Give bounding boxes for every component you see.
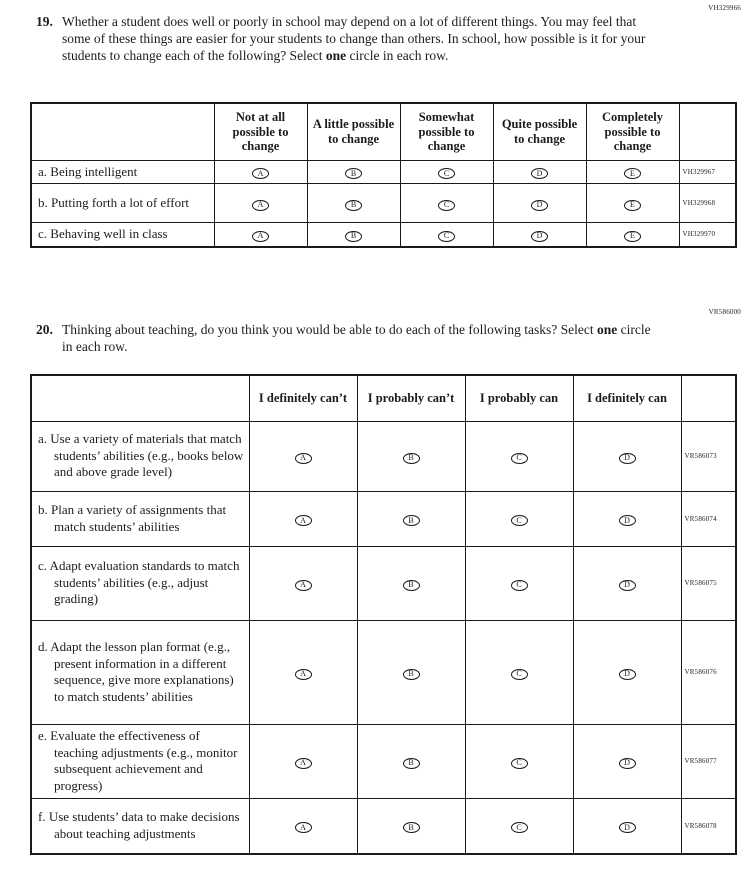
q20-row-b: [31, 491, 736, 546]
q19-row-b-code: VH329968: [679, 184, 736, 223]
q20-row-f-cell-c: [465, 798, 573, 854]
q20-prompt-pre: Thinking about teaching, do you think you would be able to do each of the following tasks? Select: [62, 322, 598, 337]
q19-prompt: [36, 13, 652, 64]
q19-header-row: [31, 103, 736, 160]
option-bubble-d[interactable]: D: [619, 758, 636, 769]
q19-row-c-cell-e: [586, 223, 679, 247]
option-bubble-b[interactable]: B: [345, 231, 362, 242]
q20-prompt-text: [62, 321, 652, 355]
q20-row-a-cell-a: [249, 421, 357, 491]
q19-row-b-cell-a: [214, 184, 307, 223]
q20-row-f-cell-d: [573, 798, 681, 854]
option-bubble-d[interactable]: D: [531, 231, 548, 242]
option-bubble-c[interactable]: C: [511, 822, 528, 833]
q19-prompt-bold-word: one: [325, 48, 347, 63]
option-bubble-d[interactable]: D: [619, 669, 636, 680]
q19-row-b-cell-d: [493, 184, 586, 223]
q20-row-e-label: e. Evaluate the effectiveness of teaching adjustments (e.g., monitor subsequent achievement and progress): [31, 724, 249, 798]
q20-row-a-label: a. Use a variety of materials that match students’ abilities (e.g., books below and above grade level): [31, 421, 249, 491]
option-bubble-d[interactable]: D: [531, 200, 548, 211]
q19-row-b-cell-e: [586, 184, 679, 223]
option-bubble-a[interactable]: A: [295, 580, 312, 591]
q19-row-a-cell-d: [493, 160, 586, 184]
q19-row-b-label: b. Putting forth a lot of effort: [31, 184, 214, 223]
q20-row-b-code: VR586074: [681, 491, 736, 546]
q19-row-a-code: VH329967: [679, 160, 736, 184]
q19-row-c-cell-c: [400, 223, 493, 247]
q19-row-c-label: c. Behaving well in class: [31, 223, 214, 247]
option-bubble-a[interactable]: A: [252, 231, 269, 242]
q19-row-a-cell-b: [307, 160, 400, 184]
q20-row-f-label: f. Use students’ data to make decisions about teaching adjustments: [31, 798, 249, 854]
q20-response-table: [30, 374, 737, 855]
q20-row-d-label: d. Adapt the lesson plan format (e.g., present information in a different sequence, give more explanations) to match students’ abilities: [31, 620, 249, 724]
option-bubble-b[interactable]: B: [345, 168, 362, 179]
option-bubble-c[interactable]: C: [511, 669, 528, 680]
option-bubble-d[interactable]: D: [619, 822, 636, 833]
q20-row-a: [31, 421, 736, 491]
q19-row-c-cell-d: [493, 223, 586, 247]
option-bubble-a[interactable]: A: [295, 453, 312, 464]
option-bubble-a[interactable]: A: [295, 758, 312, 769]
option-bubble-a[interactable]: A: [295, 515, 312, 526]
q20-row-f-cell-b: [357, 798, 465, 854]
option-bubble-b[interactable]: B: [403, 580, 420, 591]
q20-row-c-code: VR586075: [681, 546, 736, 620]
q19-col-header-quite: Quite possible to change: [493, 103, 586, 160]
option-bubble-c[interactable]: C: [511, 758, 528, 769]
q20-row-e-code: VR586077: [681, 724, 736, 798]
q19-row-b: [31, 184, 736, 223]
option-bubble-c[interactable]: C: [438, 200, 455, 211]
q19-form-code: VH329966: [708, 4, 741, 12]
option-bubble-e[interactable]: E: [624, 200, 641, 211]
q19-corner-cell: [31, 103, 214, 160]
q20-row-d: [31, 620, 736, 724]
q20-row-f-code: VR586078: [681, 798, 736, 854]
option-bubble-c[interactable]: C: [511, 580, 528, 591]
q20-row-a-cell-c: [465, 421, 573, 491]
q19-col-header-somewhat: Somewhat possible to change: [400, 103, 493, 160]
q20-row-b-cell-b: [357, 491, 465, 546]
q20-row-f: [31, 798, 736, 854]
q19-prompt-post: circle in each row.: [346, 48, 449, 63]
q20-row-d-cell-a: [249, 620, 357, 724]
q20-row-e-cell-c: [465, 724, 573, 798]
q19-row-a-cell-c: [400, 160, 493, 184]
q20-number: 20.: [36, 322, 53, 337]
option-bubble-b[interactable]: B: [403, 669, 420, 680]
option-bubble-a[interactable]: A: [252, 200, 269, 211]
option-bubble-b[interactable]: B: [403, 758, 420, 769]
q19-row-a-label: a. Being intelligent: [31, 160, 214, 184]
q20-row-c-label: c. Adapt evaluation standards to match students’ abilities (e.g., adjust grading): [31, 546, 249, 620]
q20-corner-cell: [31, 375, 249, 421]
q20-row-d-cell-d: [573, 620, 681, 724]
q19-prompt-pre: Whether a student does well or poorly in school may depend on a lot of different things. You may feel that some of these things are easier for your students to change than others. In school, how possible is it for your students to change each of the following? Select: [62, 14, 646, 63]
option-bubble-a[interactable]: A: [295, 669, 312, 680]
q19-number: 19.: [36, 14, 53, 29]
option-bubble-e[interactable]: E: [624, 231, 641, 242]
option-bubble-d[interactable]: D: [619, 580, 636, 591]
q20-row-d-cell-b: [357, 620, 465, 724]
q19-row-c-cell-a: [214, 223, 307, 247]
option-bubble-b[interactable]: B: [403, 453, 420, 464]
q20-header-row: [31, 375, 736, 421]
q19-row-c-cell-b: [307, 223, 400, 247]
q19-row-b-cell-b: [307, 184, 400, 223]
q20-form-code: VR586000: [708, 308, 741, 316]
q20-row-e-cell-d: [573, 724, 681, 798]
option-bubble-c[interactable]: C: [511, 453, 528, 464]
option-bubble-b[interactable]: B: [403, 822, 420, 833]
q20-row-c-cell-a: [249, 546, 357, 620]
option-bubble-a[interactable]: A: [295, 822, 312, 833]
option-bubble-a[interactable]: A: [252, 168, 269, 179]
q20-row-e: [31, 724, 736, 798]
q20-row-b-cell-a: [249, 491, 357, 546]
q19-row-a-cell-a: [214, 160, 307, 184]
q20-row-a-cell-d: [573, 421, 681, 491]
q19-prompt-text: [62, 13, 652, 64]
q20-prompt-post: circle in each row.: [62, 322, 651, 354]
q19-col-header-completely: Completely possible to change: [586, 103, 679, 160]
q20-row-f-cell-a: [249, 798, 357, 854]
q20-row-d-code: VR586076: [681, 620, 736, 724]
q20-row-b-label: b. Plan a variety of assignments that match students’ abilities: [31, 491, 249, 546]
q20-row-a-code: VR586073: [681, 421, 736, 491]
q19-col-header-a-little: A little possible to change: [307, 103, 400, 160]
q19-row-c-code: VH329970: [679, 223, 736, 247]
q20-prompt: [36, 321, 652, 355]
q20-row-e-cell-b: [357, 724, 465, 798]
q19-row-a-cell-e: [586, 160, 679, 184]
q20-col-header-definitely-cant: I definitely can’t: [249, 375, 357, 421]
q19-row-b-cell-c: [400, 184, 493, 223]
q20-row-c-cell-d: [573, 546, 681, 620]
option-bubble-d[interactable]: D: [531, 168, 548, 179]
option-bubble-c[interactable]: C: [438, 168, 455, 179]
q20-row-b-cell-d: [573, 491, 681, 546]
q19-row-a: [31, 160, 736, 184]
option-bubble-e[interactable]: E: [624, 168, 641, 179]
q20-row-c-cell-c: [465, 546, 573, 620]
q20-prompt-bold-word: one: [597, 322, 618, 337]
option-bubble-c[interactable]: C: [438, 231, 455, 242]
q20-col-header-probably-can: I probably can: [465, 375, 573, 421]
q20-row-a-cell-b: [357, 421, 465, 491]
option-bubble-d[interactable]: D: [619, 515, 636, 526]
q20-row-c: [31, 546, 736, 620]
q20-col-header-definitely-can: I definitely can: [573, 375, 681, 421]
q19-row-c: [31, 223, 736, 247]
q20-row-d-cell-c: [465, 620, 573, 724]
option-bubble-b[interactable]: B: [403, 515, 420, 526]
option-bubble-c[interactable]: C: [511, 515, 528, 526]
option-bubble-b[interactable]: B: [345, 200, 362, 211]
q20-row-b-cell-c: [465, 491, 573, 546]
q19-response-table: [30, 102, 737, 248]
q20-row-c-cell-b: [357, 546, 465, 620]
q20-col-header-probably-cant: I probably can’t: [357, 375, 465, 421]
q20-row-e-cell-a: [249, 724, 357, 798]
q19-code-header-cell: [679, 103, 736, 160]
q20-code-header-cell: [681, 375, 736, 421]
q19-col-header-not-at-all: Not at all possible to change: [214, 103, 307, 160]
option-bubble-d[interactable]: D: [619, 453, 636, 464]
